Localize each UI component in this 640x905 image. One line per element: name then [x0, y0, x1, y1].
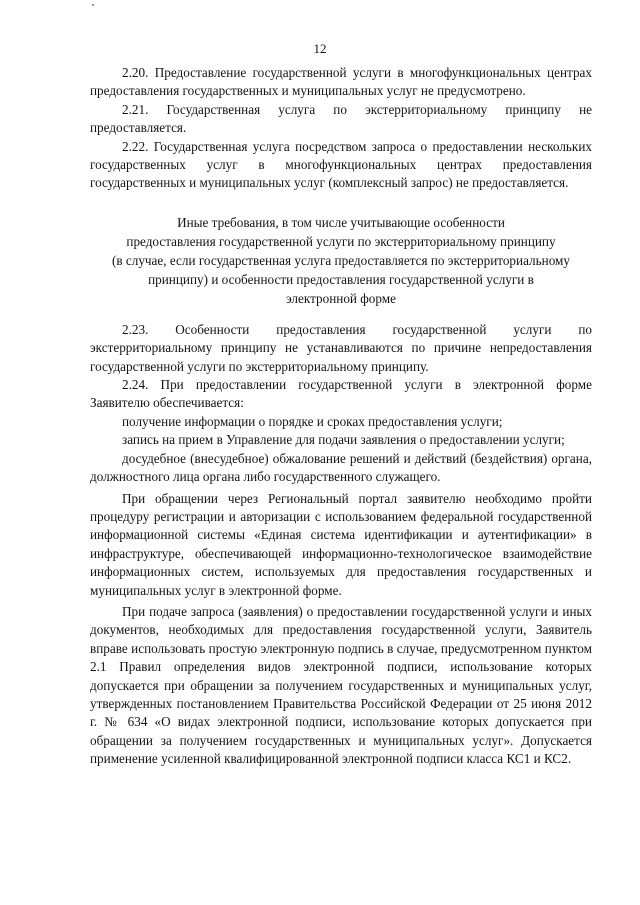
paragraph-portal: При обращении через Региональный портал заявителю необходимо пройти процедуру регистрации и авторизации с использованием федеральной государственной информационной системы «Единая система идентификации и аутентификации» в инфраструктуре, обеспечивающей информационно-технологическое взаимодействие информационных систем, используемых для предоставления государственных и муниципальных услуг в электронной форме. [90, 490, 592, 598]
heading-line: Иные требования, в том числе учитывающие особенности [177, 214, 505, 230]
paragraph-2-21: 2.21. Государственная услуга по экстерриториальному принципу не предоставляется. [90, 101, 592, 136]
heading-line: электронной форме [286, 290, 396, 306]
list-item: запись на прием в Управление для подачи заявления о предоставлении услуги; [122, 432, 565, 448]
paragraph-signature: При подаче запроса (заявления) о предоставлении государственной услуги и иных документов, необходимых для предоставления государственной услуги, Заявитель вправе использовать простую электронную подпись в случае, предусмотренном пунктом 2.1 Правил определения видов электронной подписи, использование которых допускается при обращении за получением государственных и муниципальных услуг, утвержденных постановлением Правительства Российской Федерации от 25 июня 2012 г. № 634 «О видах электронной подписи, использование которых допускается при обращении за получением государственных и муниципальных услуг». Допускается применение усиленной квалифицированной электронной подписи класса КС1 и КС2. [90, 603, 592, 767]
list-item: получение информации о порядке и сроках предоставления услуги; [122, 413, 503, 429]
paragraph-2-20: 2.20. Предоставление государственной услуги в многофункциональных центрах предоставления государственных и муниципальных услуг не предусмотрено. [90, 65, 592, 99]
list-item: досудебное (внесудебное) обжалование решений и действий (бездействия) органа, должностного лица органа либо государственного служащего. [90, 450, 592, 485]
heading-line: принципу) и особенности предоставления государственной услуги в [148, 271, 534, 287]
document-body [90, 64, 592, 769]
page-number: 12 [313, 41, 327, 56]
heading-line: (в случае, если государственная услуга предоставляется по экстерриториальному [111, 252, 570, 268]
paragraph-2-23: 2.23. Особенности предоставления государственной услуги по экстерриториальному принципу не устанавливаются по причине непредоставления государственной услуги по экстерриториальному принципу. [90, 321, 592, 374]
section-heading [90, 213, 592, 308]
paragraph-2-24: 2.24. При предоставлении государственной услуги в электронной форме Заявителю обеспечивается: [90, 377, 592, 411]
scan-speck [92, 4, 94, 6]
paragraph-2-22: 2.22. Государственная услуга посредством запроса о предоставлении нескольких государственных услуг в многофункциональных центрах предоставления государственных и муниципальных услуг (комплексный запрос) не предоставляется. [90, 138, 592, 191]
heading-line: предоставления государственной услуги по экстерриториальному принципу [126, 233, 556, 249]
